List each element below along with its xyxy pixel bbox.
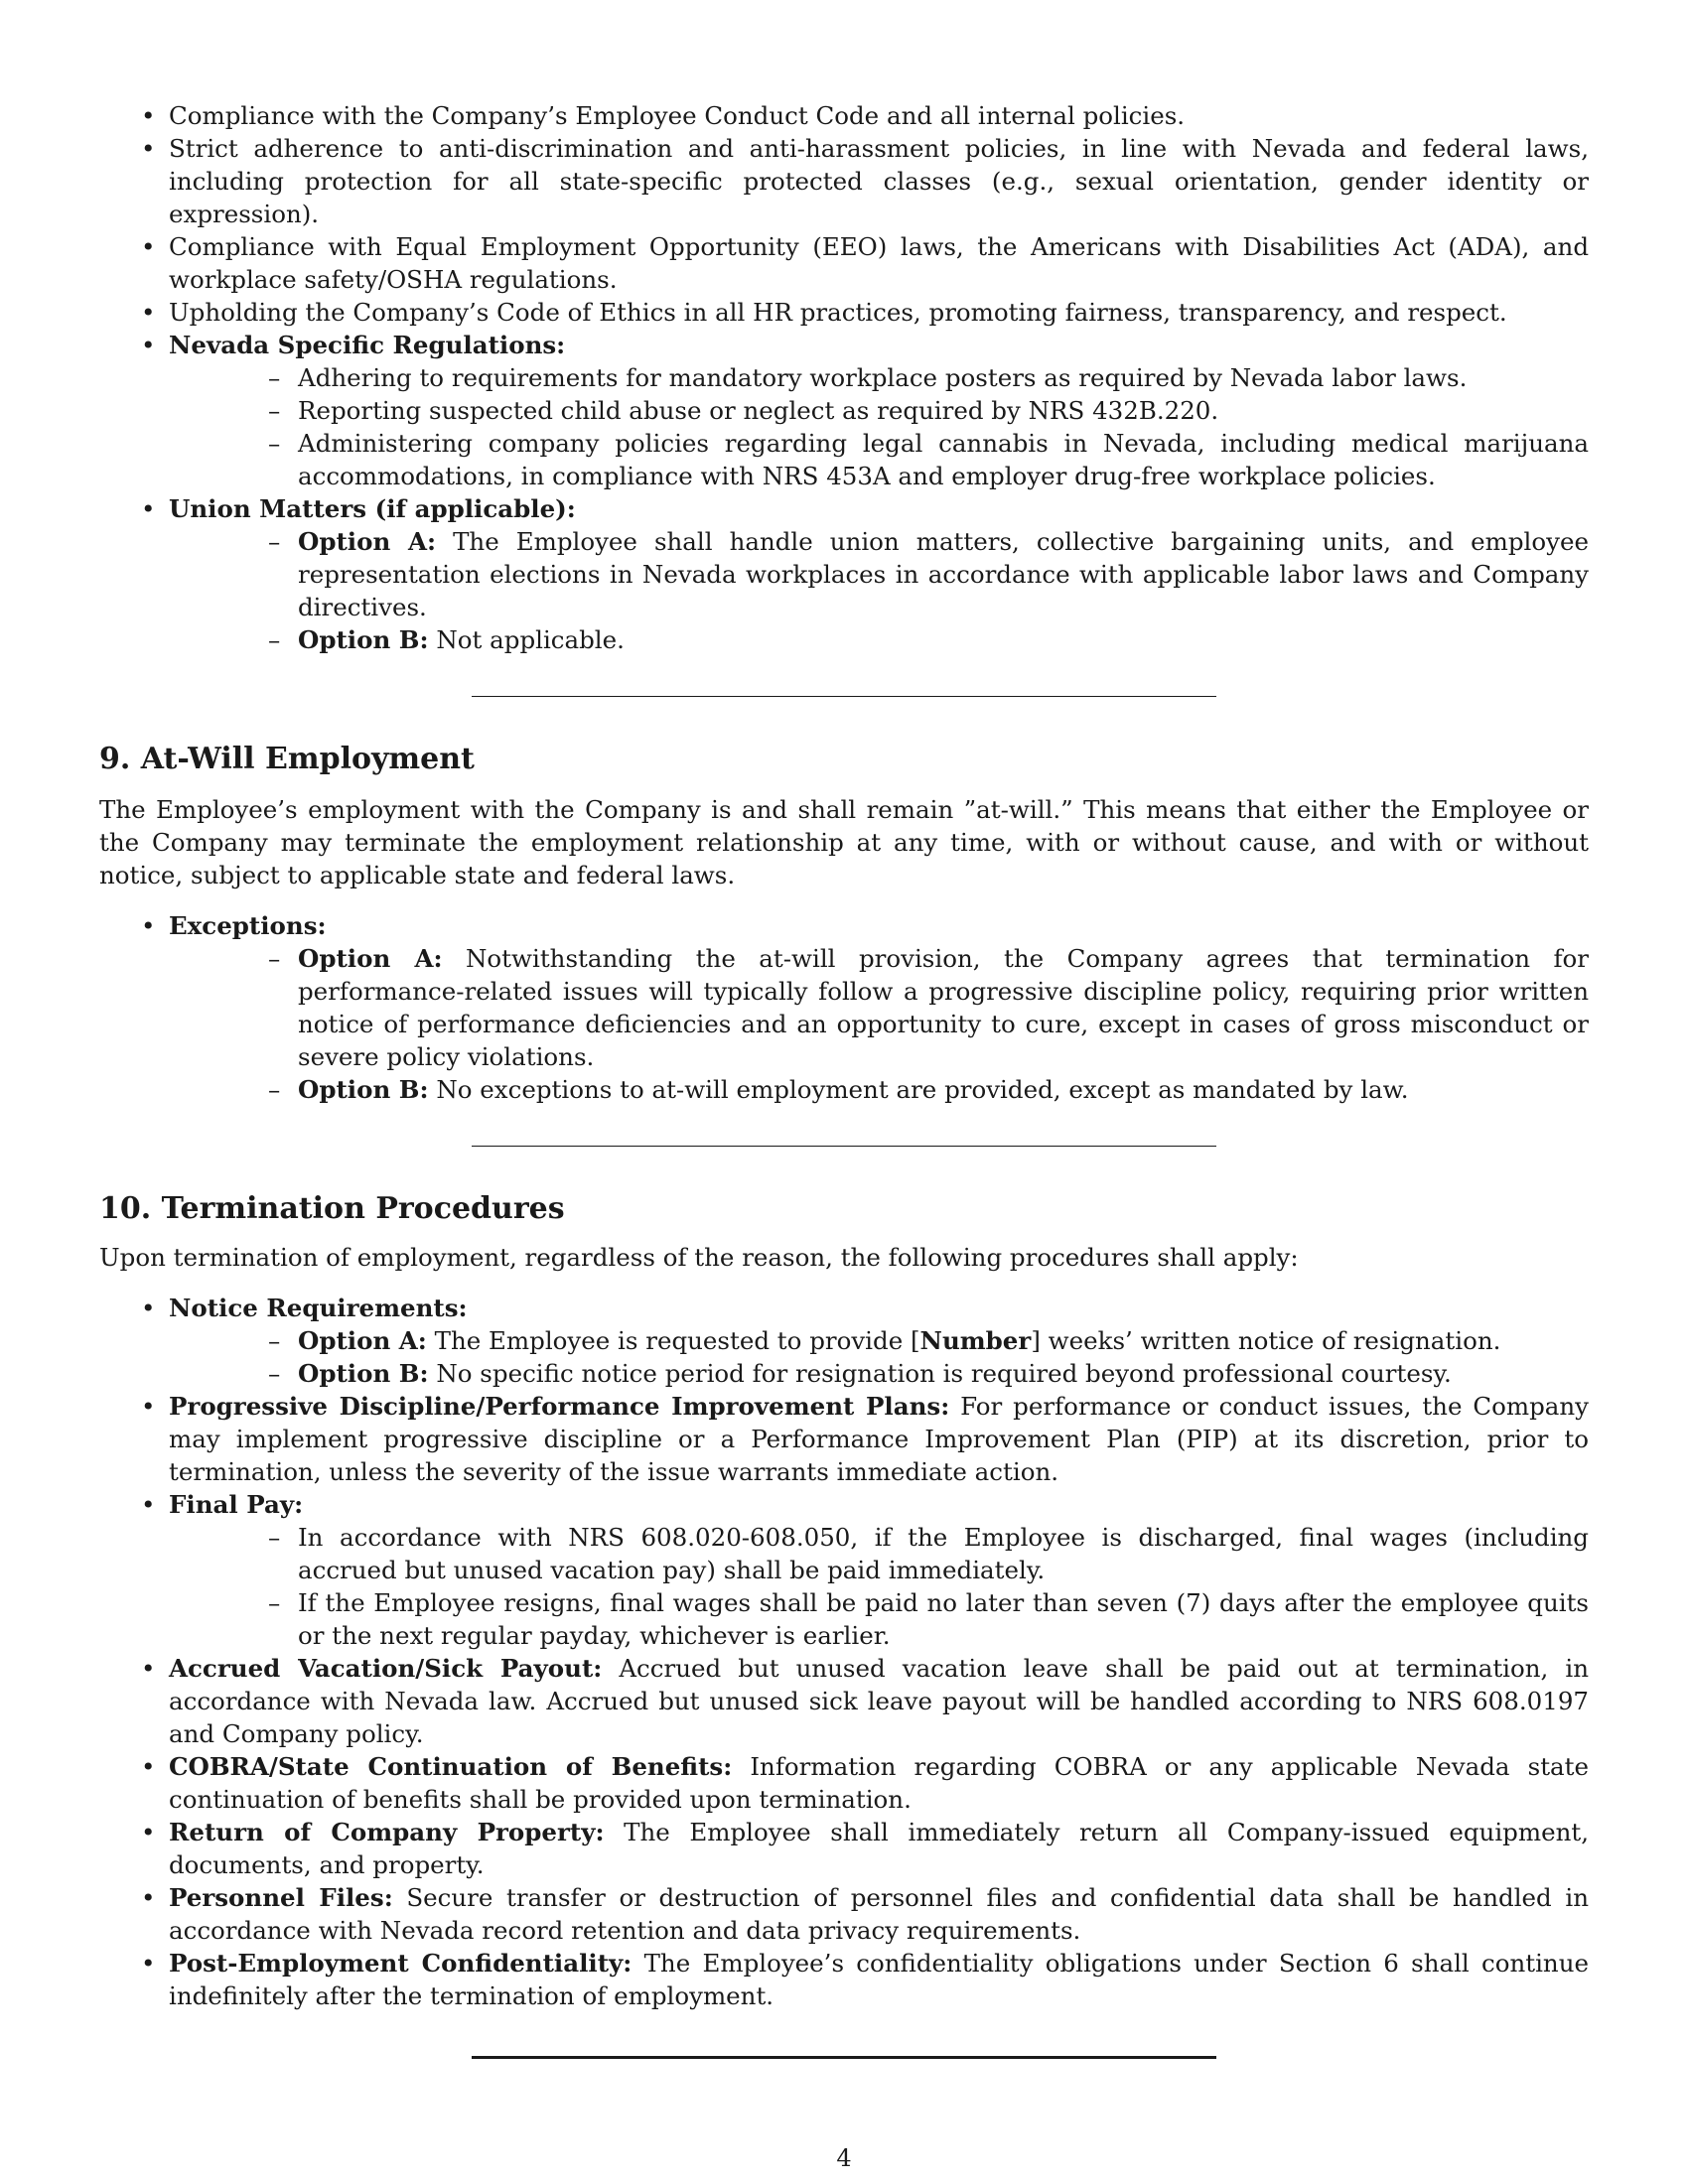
exception-option-a: – Option A: Notwithstanding the at-will provision, the Company agrees that termination for performance-related issues will typically follow a progressive discipline policy, requiring prior written notice of performance deficiencies and an opportunity to cure, except in cases of gross misconduct or severe policy violations. — [169, 942, 1589, 1073]
final-pay-label: Final Pay: — [169, 1490, 304, 1519]
notice-option-b: – Option B: No specific notice period for resignation is required beyond professional courtesy. — [169, 1357, 1589, 1390]
end-divider — [472, 2056, 1216, 2059]
progressive-discipline-item: • Progressive Discipline/Performance Improvement Plans: For performance or conduct issues, the Company may implement progressive discipline or a Performance Improvement Plan (PIP) at its discretion, prior to termination, unless the severity of the issue warrants immediate action. — [99, 1390, 1589, 1488]
nevada-regulations-label: Nevada Specific Regulations: — [169, 331, 566, 359]
number-placeholder: Number — [919, 1326, 1032, 1355]
return-property-item: • Return of Company Property: The Employee shall immediately return all Company-issued equipment, documents, and property. — [99, 1816, 1589, 1881]
final-pay-item — [99, 1488, 1589, 1652]
page-number: 4 — [836, 2144, 852, 2172]
notice-requirements-label: Notice Requirements: — [169, 1294, 468, 1322]
page-content — [99, 99, 1589, 2059]
cobra-item: • COBRA/State Continuation of Benefits: Information regarding COBRA or any applicable Nevada state continuation of benefits shall be provided upon termination. — [99, 1750, 1589, 1816]
sub-list-item: – Administering company policies regarding legal cannabis in Nevada, including medical marijuana accommodations, in compliance with NRS 453A and employer drug-free workplace policies. — [169, 427, 1589, 492]
sub-list-item: – In accordance with NRS 608.020-608.050, if the Employee is discharged, final wages (including accrued but unused vacation pay) shall be paid immediately. — [169, 1521, 1589, 1586]
hr-compliance-list — [99, 99, 1589, 656]
accrued-payout-item: • Accrued Vacation/Sick Payout: Accrued but unused vacation leave shall be paid out at termination, in accordance with Nevada law. Accrued but unused sick leave payout will be handled according to NRS 608.0197 and Company policy. — [99, 1652, 1589, 1750]
exceptions-sublist — [169, 942, 1589, 1106]
section-10-list — [99, 1292, 1589, 2012]
sub-list-item: – If the Employee resigns, final wages shall be paid no later than seven (7) days after the employee quits or the next regular payday, whichever is earlier. — [169, 1586, 1589, 1652]
union-matters-item — [99, 492, 1589, 656]
exception-option-b: – Option B: No exceptions to at-will employment are provided, except as mandated by law. — [169, 1073, 1589, 1106]
list-item: • Strict adherence to anti-discrimination and anti-harassment policies, in line with Nevada and federal laws, including protection for all state-specific protected classes (e.g., sexual orientation, gender identity or expression). — [99, 132, 1589, 230]
personnel-files-item: • Personnel Files: Secure transfer or destruction of personnel files and confidential data shall be handled in accordance with Nevada record retention and data privacy requirements. — [99, 1881, 1589, 1947]
post-employment-confidentiality-item: • Post-Employment Confidentiality: The Employee’s confidentiality obligations under Section 6 shall continue indefinitely after the termination of employment. — [99, 1947, 1589, 2012]
union-matters-label: Union Matters (if applicable): — [169, 494, 576, 523]
section-9-paragraph: The Employee’s employment with the Company is and shall remain ”at-will.” This means that either the Employee or the Company may terminate the employment relationship at any time, with or without cause, and with or without notice, subject to applicable state and federal laws. — [99, 795, 1589, 889]
notice-option-a: – Option A: The Employee is requested to provide [Number] weeks’ written notice of resignation. — [169, 1324, 1589, 1357]
exceptions-label: Exceptions: — [169, 911, 327, 940]
section-10-paragraph: Upon termination of employment, regardless of the reason, the following procedures shall apply: — [99, 1243, 1299, 1272]
sub-list-item: – Reporting suspected child abuse or neglect as required by NRS 432B.220. — [169, 394, 1589, 427]
notice-requirements-item — [99, 1292, 1589, 1390]
exceptions-item — [99, 909, 1589, 1106]
final-pay-sublist — [169, 1521, 1589, 1652]
section-9-list — [99, 909, 1589, 1106]
notice-options-sublist — [169, 1324, 1589, 1390]
sub-list-item: – Adhering to requirements for mandatory workplace posters as required by Nevada labor laws. — [169, 361, 1589, 394]
nevada-regulations-item — [99, 329, 1589, 492]
list-item: • Compliance with Equal Employment Opportunity (EEO) laws, the Americans with Disabilities Act (ADA), and workplace safety/OSHA regulations. — [99, 230, 1589, 296]
list-item: • Upholding the Company’s Code of Ethics in all HR practices, promoting fairness, transparency, and respect. — [99, 296, 1589, 329]
union-option-b: – Option B: Not applicable. — [169, 623, 1589, 656]
section-divider — [472, 1146, 1216, 1147]
union-options-sublist — [169, 525, 1589, 656]
nevada-regulations-sublist — [169, 361, 1589, 492]
section-9-heading: 9. At-Will Employment — [99, 742, 475, 776]
section-10-heading: 10. Termination Procedures — [99, 1191, 565, 1226]
section-divider — [472, 696, 1216, 697]
union-option-a: – Option A: The Employee shall handle union matters, collective bargaining units, and employee representation elections in Nevada workplaces in accordance with applicable labor laws and Company directives. — [169, 525, 1589, 623]
list-item: • Compliance with the Company’s Employee Conduct Code and all internal policies. — [99, 99, 1589, 132]
